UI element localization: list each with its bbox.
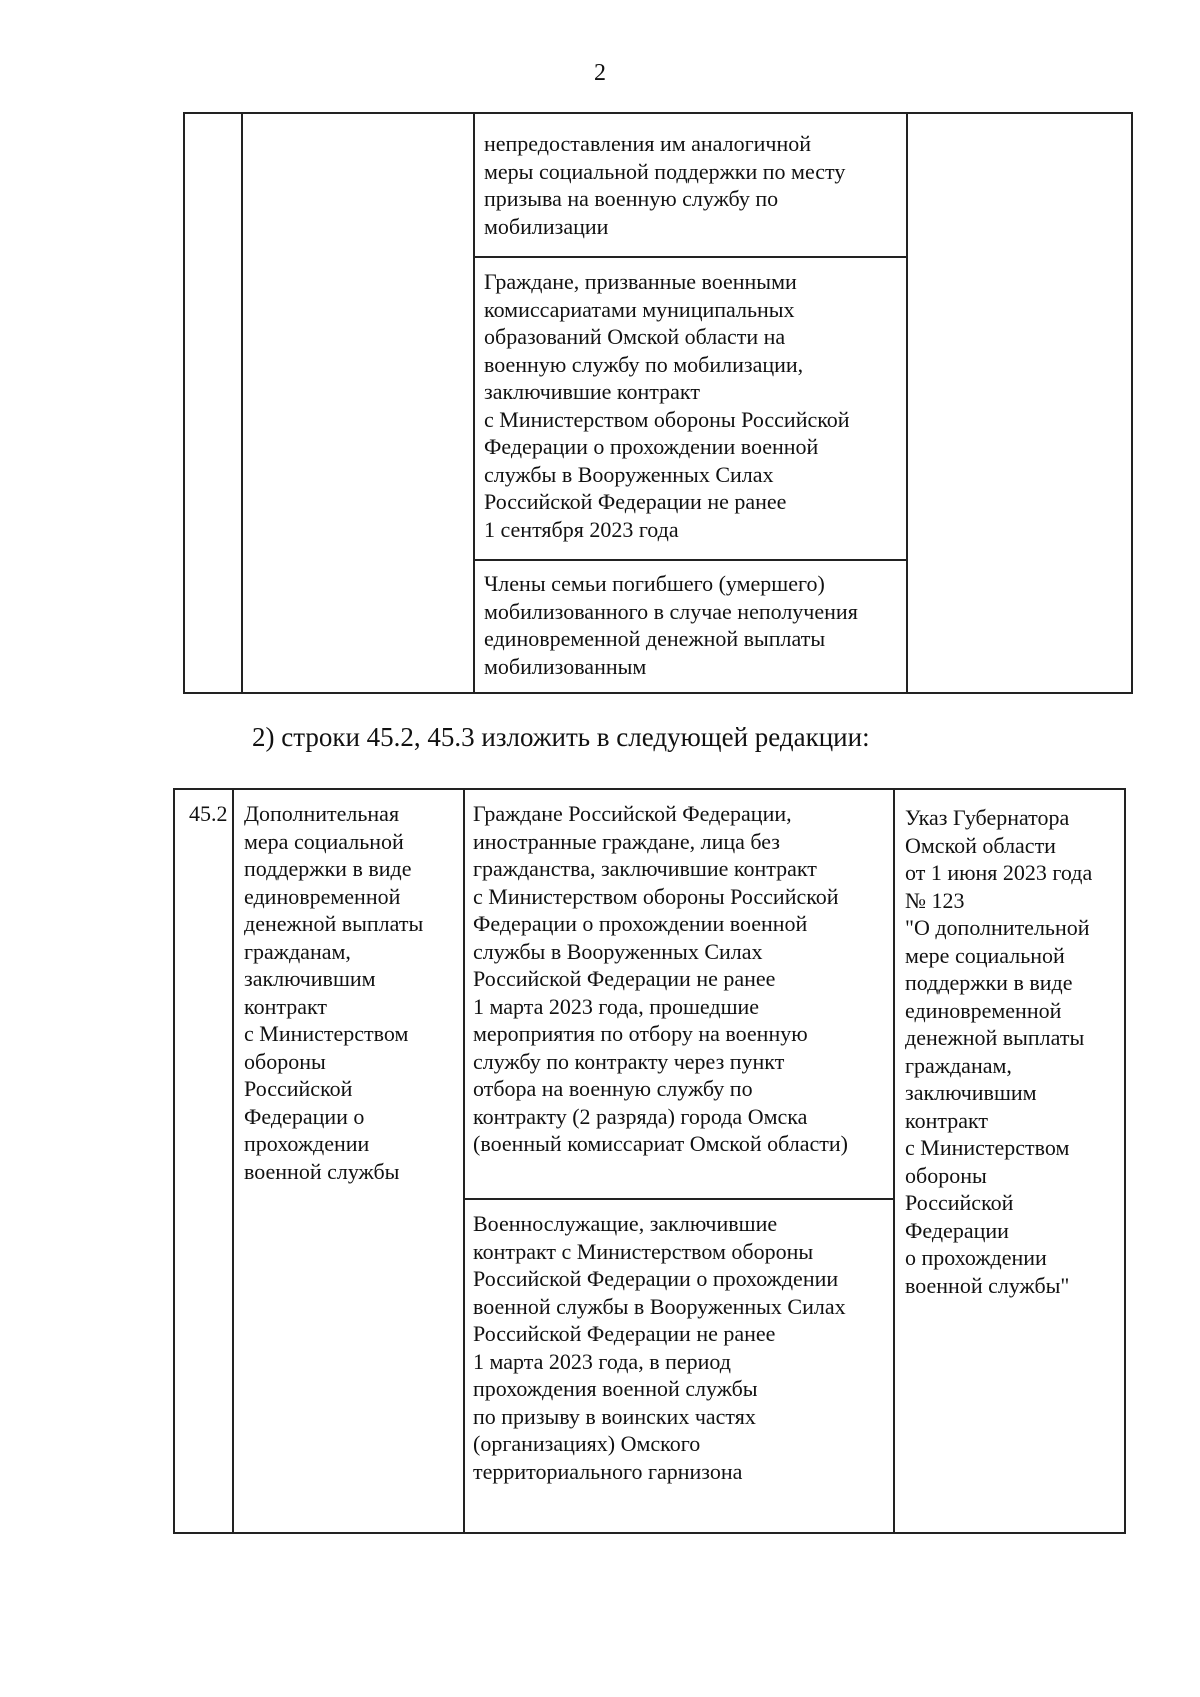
continuation-text: непредоставления им аналогичной меры социальной поддержки по месту призыва на военную службу по мобилизации [484, 131, 846, 239]
amendment-instruction: 2) строки 45.2, 45.3 изложить в следующей редакции: [252, 722, 870, 752]
legal-basis: Указ Губернатора Омской области от 1 июня 2023 года № 123 "О дополнительной мере социальной поддержки в виде единовременной денежной выплаты гражданам, заключившим контракт с Министерством обороны Российской Федерации о прохождении военной службы" [905, 805, 1093, 1298]
recipients-conscripts: Военнослужащие, заключившие контракт с Министерством обороны Российской Федерации о прохождении военной службы в Вооруженных Силах Российской Федерации не ранее 1 марта 2023 года, в период прохождения военной службы по призыву в воинских частях (организациях) Омского территориального гарнизона [473, 1211, 846, 1484]
table-column-divider [463, 788, 465, 1532]
recipients-contract-volunteers: Граждане Российской Федерации, иностранные граждане, лица без гражданства, заключившие контракт с Министерством обороны Российской Федерации о прохождении военной службы в Вооруженных Силах Российской Федерации не ранее 1 марта 2023 года, прошедшие мероприятия по отбору на военную службу по контракту через пункт отбора на военную службу по контракту (2 разряда) города Омска (военный комиссариат Омской области) [473, 801, 848, 1156]
table-continuation-row-divider [473, 559, 906, 561]
page-number: 2 [594, 60, 606, 86]
table-continuation-divider [241, 112, 243, 692]
mobilized-contract-recipients: Граждане, призванные военными комиссариатами муниципальных образований Омской области на военную службу по мобилизации, заключившие контракт с Министерством обороны Российской Федерации о прохождении военной службы в Вооруженных Силах Российской Федерации не ранее 1 сентября 2023 года [484, 269, 850, 542]
table-continuation-divider [473, 112, 475, 692]
family-members-recipients: Члены семьи погибшего (умершего) мобилизованного в случае неполучения единовременной денежной выплаты мобилизованным [484, 571, 858, 679]
row-number: 45.2 [189, 801, 228, 826]
table-column-divider [893, 788, 895, 1532]
table-row-divider [463, 1198, 893, 1200]
measure-name: Дополнительная мера социальной поддержки в виде единовременной денежной выплаты гражданам, заключившим контракт с Министерством обороны Российской Федерации о прохождении военной службы [244, 801, 424, 1184]
table-continuation-divider [906, 112, 908, 692]
table-continuation-row-divider [473, 256, 906, 258]
table-column-divider [232, 788, 234, 1532]
